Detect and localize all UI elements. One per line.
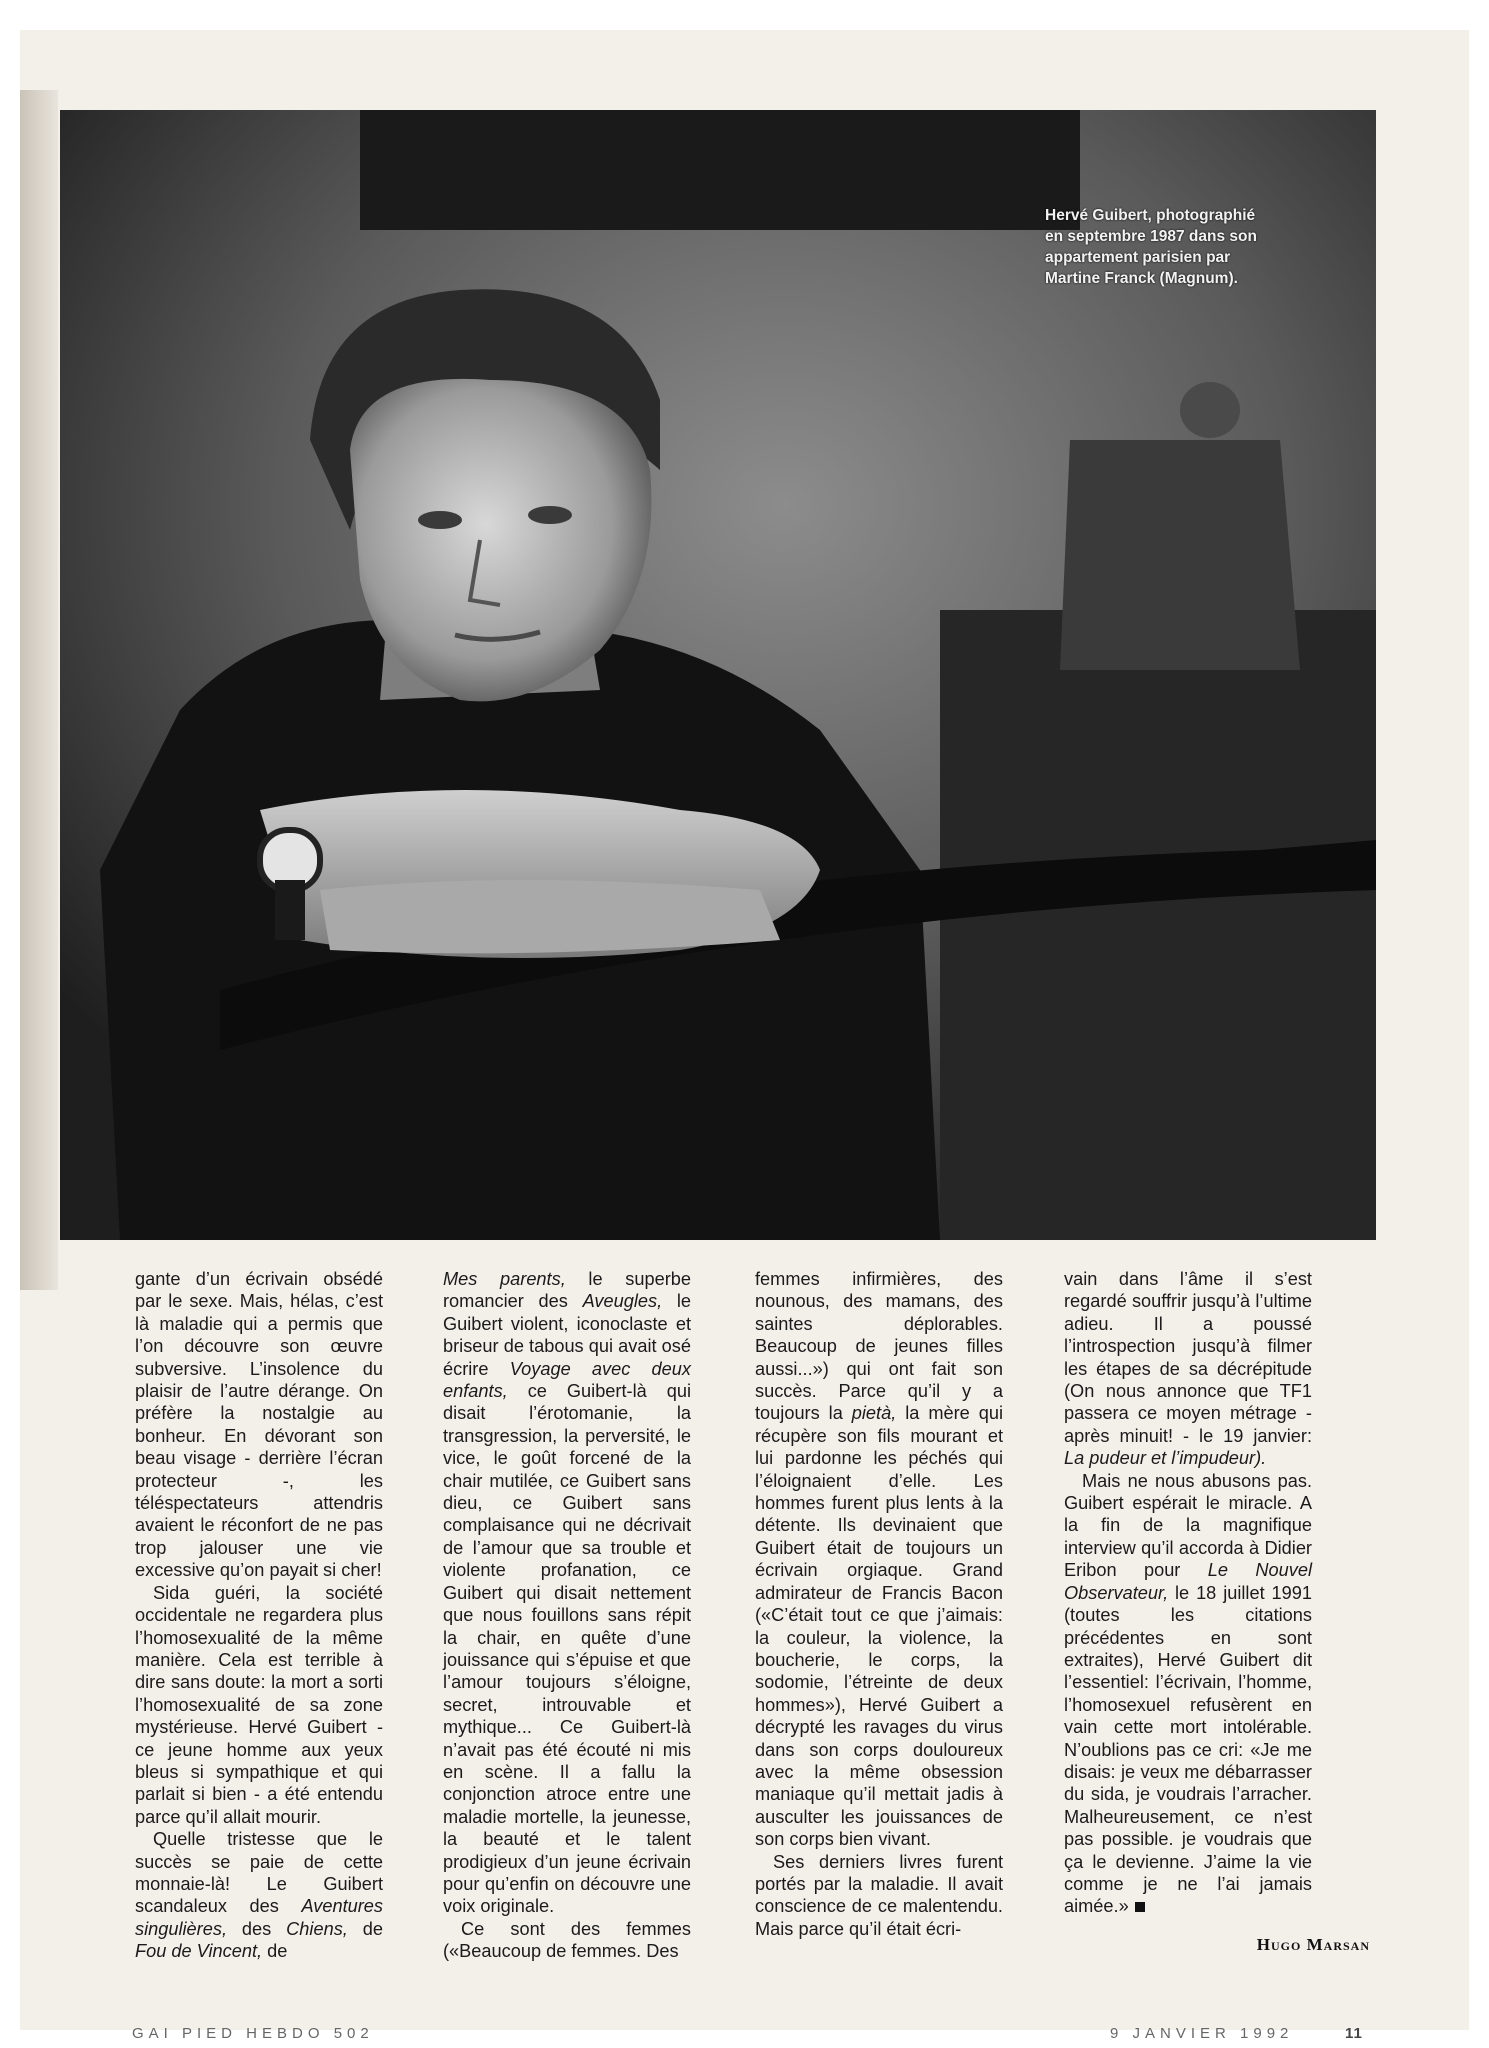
- text-run: le superbe romancier des: [443, 1269, 691, 1312]
- article-column-2: [443, 1268, 691, 1963]
- text-run: de: [262, 1941, 288, 1962]
- caption-line: appartement parisien par: [1045, 249, 1231, 266]
- paragraph: [755, 1268, 1003, 1851]
- footer-publication: GAI PIED HEBDO 502: [132, 2025, 374, 2042]
- text-run: Quelle tristesse que le succès se paie de cette monnaie-là! Le Guibert scandaleux des: [135, 1829, 383, 1917]
- publication-title: Le Nouvel Observateur,: [1064, 1560, 1312, 1603]
- text-run: de: [347, 1918, 383, 1939]
- text-run: ce Guibert-là qui disait l’érotomanie, la transgression, la perversité, le vice, le goût forcené de la chair mutilée, ce Guibert sans dieu, ce Guibert sans complaisance qui ne décrivait de l’amour que sa trouble et violente profanation, ce Guibert qui disait nettement que nous fouillons sans répit la chair, en quête d’une jouissance qui s’épuise et que l’amour toujours s’éloigne, secret, introuvable et mythique... Ce Guibert-là n’avait pas été écouté ni mis en scène. Il a fallu la conjonction atroce entre une maladie mortelle, la jeunesse, la beauté et le talent prodigieux d’un jeune écrivain pour qu’enfin on découvre une voix originale.: [443, 1381, 691, 1917]
- paragraph: [135, 1828, 383, 1962]
- article-column-3: [755, 1268, 1003, 1940]
- text-run: le Guibert violent, iconoclaste et briseur de tabous qui avait osé écrire: [443, 1291, 691, 1379]
- article-column-1: [135, 1268, 383, 1963]
- book-title: Voyage avec deux enfants,: [443, 1358, 691, 1402]
- text-run: vain dans l’âme il s’est regardé souffrir jusqu’à l’ultime adieu. Il a poussé l’introspection jusqu’à filmer les étapes de sa décrépitude (On nous annonce que TF1 passera ce moyen métrage - après minuit! - le 19 janvier:: [1064, 1269, 1312, 1446]
- text-run: femmes infirmières, des nounous, des mamans, des saintes déplorables. Beaucoup de jeunes filles aussi...») qui ont fait son succès. Parce qu’il y a toujours la: [755, 1269, 1003, 1424]
- paragraph: [1064, 1268, 1312, 1470]
- paragraph: [1064, 1470, 1312, 1918]
- caption-line: en septembre 1987 dans son: [1045, 228, 1257, 245]
- caption-line: Hervé Guibert, photographié: [1045, 207, 1256, 224]
- portrait-photograph: [60, 110, 1376, 1240]
- paragraph: Sida guéri, la société occidentale ne regardera plus l’homosexualité de la même manière. Cela est terrible à dire sans doute: la mort a sorti l’homosexualité de sa zone mystérieuse. Hervé Guibert - ce jeune homme aux yeux bleus si sympathique et qui parlait si bien - a été entendu parce qu’il allait mourir.: [135, 1582, 383, 1827]
- paragraph: Ce sont des femmes («Beaucoup de femmes. Des: [443, 1918, 691, 1962]
- magazine-page: [20, 30, 1469, 2042]
- film-title: La pudeur et l’impudeur).: [1064, 1448, 1267, 1469]
- text-run: le 18 juillet 1991 (toutes les citations précédentes en sont extraites), Hervé Guibert dit l’essentiel: l’écrivain, l’homme, l’homosexuel refusèrent en vain cette mort intolérable. N’oublions pas ce cri: «Je me disais: je veux me débarrasser du sida, je voudrais l’arracher. Malheureusement, ce n’est pas possible. je voudrais que ça le devienne. J’aime la vie comme je ne l’ai jamais aimée.»: [1064, 1582, 1312, 1917]
- caption-line: Martine Franck (Magnum).: [1045, 270, 1238, 287]
- photo-caption: [1045, 205, 1345, 289]
- footer-date: 9 JANVIER 1992: [1110, 2025, 1294, 2042]
- text-run: la mère qui récupère son fils mourant et lui pardonne les péchés qui l’éloignaient d’elle. Les hommes furent plus lents à la détente. Ils devinaient que Guibert était de toujours un écrivain orgiaque. Grand admirateur de Francis Bacon («C’était tout ce que j’aimais: la couleur, la violence, la boucherie, le corps, la sodomie, l’étreinte de deux hommes»), Hervé Guibert a décrypté les ravages du virus dans son corps douloureux avec la même obsession maniaque qu’il mettait jadis à ausculter les jouissances de son corps bien vivant.: [755, 1403, 1004, 1850]
- author-signature: Hugo Marsan: [1256, 1935, 1370, 1954]
- page-binding-shadow: [20, 90, 58, 1290]
- book-title: Mes parents,: [443, 1269, 566, 1289]
- article-column-4: [1064, 1268, 1312, 1918]
- page-number: 11: [1345, 2025, 1363, 2042]
- book-title: Aveugles,: [582, 1291, 663, 1312]
- paragraph: [443, 1268, 691, 1918]
- end-of-article-mark: [1135, 1902, 1145, 1912]
- book-title: Aventures singulières,: [135, 1896, 383, 1939]
- text-run: Mais ne nous abusons pas. Guibert espérait le miracle. A la fin de la magnifique interview qu’il accorda à Didier Eribon pour: [1064, 1470, 1312, 1581]
- book-title: Chiens,: [286, 1918, 348, 1939]
- paragraph: gante d’un écrivain obsédé par le sexe. Mais, hélas, c’est là maladie qui a permis que l’on découvre son œuvre subversive. L’insolence du plaisir de l’autre dérange. On préfère la nostalgie au bonheur. En dévorant son beau visage - derrière l’écran protecteur -, les téléspectateurs attendris avaient le réconfort de ne pas trop jalouser une vie excessive qu’on payait si cher!: [135, 1269, 383, 1581]
- text-run: des: [227, 1918, 287, 1939]
- italic-term: pietà,: [851, 1403, 897, 1424]
- book-title: Fou de Vincent,: [135, 1941, 263, 1962]
- paragraph: Ses derniers livres furent portés par la maladie. Il avait conscience de ce malentendu. Mais parce qu’il était écri-: [755, 1851, 1003, 1939]
